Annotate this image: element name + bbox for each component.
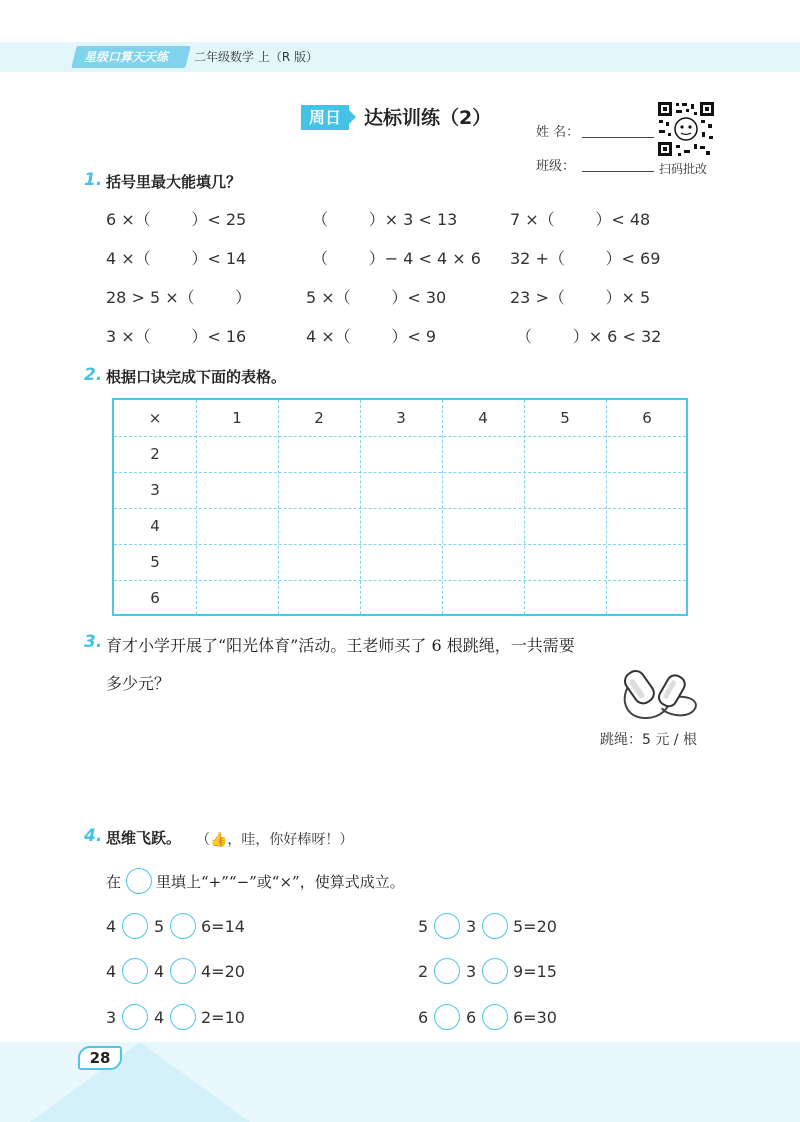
equation-result: 9=15: [513, 962, 557, 981]
q4-text: 思维飞跃。: [106, 829, 182, 847]
table-header-cell: 5: [560, 409, 570, 427]
name-field[interactable]: [582, 137, 654, 138]
operator-circle[interactable]: [170, 958, 196, 984]
table-divider: [114, 472, 686, 473]
equation-operand: 4: [154, 962, 165, 981]
q3-text-line2: 多少元？: [106, 674, 171, 693]
series-title: 星级口算天天练: [84, 50, 169, 64]
q1-text: 括号里最大能填几？: [106, 173, 242, 191]
table-divider: [442, 400, 443, 614]
q1-expr[interactable]: 4 ×（ ）< 14: [106, 249, 247, 268]
table-divider: [114, 580, 686, 581]
equation-operand: 3: [106, 1008, 117, 1027]
equation-operand: 3: [466, 962, 477, 981]
table-row-header: 2: [150, 445, 160, 463]
q3-text-line1: 育才小学开展了“阳光体育”活动。王老师买了 6 根跳绳，一共需要: [106, 636, 575, 655]
q1-expr[interactable]: 6 ×（ ）< 25: [106, 210, 247, 229]
q1-expr[interactable]: 5 ×（ ）< 30: [306, 288, 447, 307]
operator-circle[interactable]: [482, 913, 508, 939]
table-divider: [114, 436, 686, 437]
q2-number: 2.: [84, 365, 103, 385]
operator-circle[interactable]: [482, 1004, 508, 1030]
table-header-cell: ×: [148, 409, 162, 427]
name-label: 姓 名：: [536, 125, 580, 140]
equation-operand: 2: [418, 962, 429, 981]
q4-praise: （👍，哇，你好棒呀！）: [196, 832, 354, 848]
operator-circle[interactable]: [434, 913, 460, 939]
table-header-cell: 1: [232, 409, 242, 427]
table-divider: [278, 400, 279, 614]
q1-expr[interactable]: 3 ×（ ）< 16: [106, 327, 247, 346]
operator-circle[interactable]: [434, 1004, 460, 1030]
multiplication-table: [112, 398, 688, 616]
day-badge: 周日: [301, 105, 349, 130]
class-label: 班级：: [536, 159, 576, 174]
equation-operand: 6: [466, 1008, 477, 1027]
table-divider: [524, 400, 525, 614]
rope-price: 跳绳：5 元 / 根: [600, 732, 697, 748]
q4-intro-post: 里填上“+”“−”或“×”，使算式成立。: [156, 873, 405, 891]
q1-expr[interactable]: 4 ×（ ）< 9: [306, 327, 437, 346]
q1-expr[interactable]: （ ）× 6 < 32: [516, 327, 662, 346]
equation-result: 2=10: [201, 1008, 245, 1027]
footer-decoration: [30, 1042, 250, 1122]
book-title: 二年级数学 上（R 版）: [194, 50, 318, 64]
equation-operand: 4: [106, 962, 117, 981]
operator-circle-sample: [126, 868, 152, 894]
operator-circle[interactable]: [482, 958, 508, 984]
q4-number: 4.: [84, 826, 103, 846]
q2-text: 根据口诀完成下面的表格。: [106, 368, 287, 386]
table-divider: [196, 400, 197, 614]
equation-result: 5=20: [513, 917, 557, 936]
table-row-header: 5: [150, 553, 160, 571]
day-badge-arrow: [347, 108, 356, 126]
table-divider: [606, 400, 607, 614]
q1-expr[interactable]: 32 +（ ）< 69: [510, 249, 661, 268]
operator-circle[interactable]: [434, 958, 460, 984]
page-number: 28: [78, 1046, 122, 1070]
table-header-cell: 2: [314, 409, 324, 427]
table-divider: [114, 544, 686, 545]
table-header-cell: 6: [642, 409, 652, 427]
q1-expr[interactable]: （ ）− 4 < 4 × 6: [312, 249, 481, 268]
table-row-header: 3: [150, 481, 160, 499]
q3-number: 3.: [84, 632, 103, 652]
equation-result: 4=20: [201, 962, 245, 981]
table-row-header: 6: [150, 589, 160, 607]
operator-circle[interactable]: [122, 1004, 148, 1030]
q1-expr[interactable]: 28 > 5 ×（ ）: [106, 288, 252, 307]
operator-circle[interactable]: [170, 913, 196, 939]
class-field[interactable]: [582, 171, 654, 172]
equation-operand: 4: [106, 917, 117, 936]
equation-operand: 6: [418, 1008, 429, 1027]
equation-operand: 5: [154, 917, 165, 936]
page-title: 达标训练（2）: [364, 107, 492, 129]
q4-intro-pre: 在: [106, 873, 122, 891]
equation-result: 6=30: [513, 1008, 557, 1027]
table-divider: [114, 508, 686, 509]
table-header-cell: 4: [478, 409, 488, 427]
equation-operand: 3: [466, 917, 477, 936]
q1-number: 1.: [84, 170, 103, 190]
q1-expr[interactable]: 7 ×（ ）< 48: [510, 210, 651, 229]
q1-expr[interactable]: 23 >（ ）× 5: [510, 288, 651, 307]
equation-operand: 5: [418, 917, 429, 936]
table-row-header: 4: [150, 517, 160, 535]
qr-caption: 扫码批改: [659, 162, 708, 176]
operator-circle[interactable]: [122, 958, 148, 984]
q1-expr[interactable]: （ ）× 3 < 13: [312, 210, 458, 229]
equation-result: 6=14: [201, 917, 245, 936]
equation-operand: 4: [154, 1008, 165, 1027]
table-header-cell: 3: [396, 409, 406, 427]
table-divider: [360, 400, 361, 614]
operator-circle[interactable]: [170, 1004, 196, 1030]
operator-circle[interactable]: [122, 913, 148, 939]
jump-rope-icon: [614, 662, 706, 724]
qr-code-icon[interactable]: [656, 100, 716, 158]
